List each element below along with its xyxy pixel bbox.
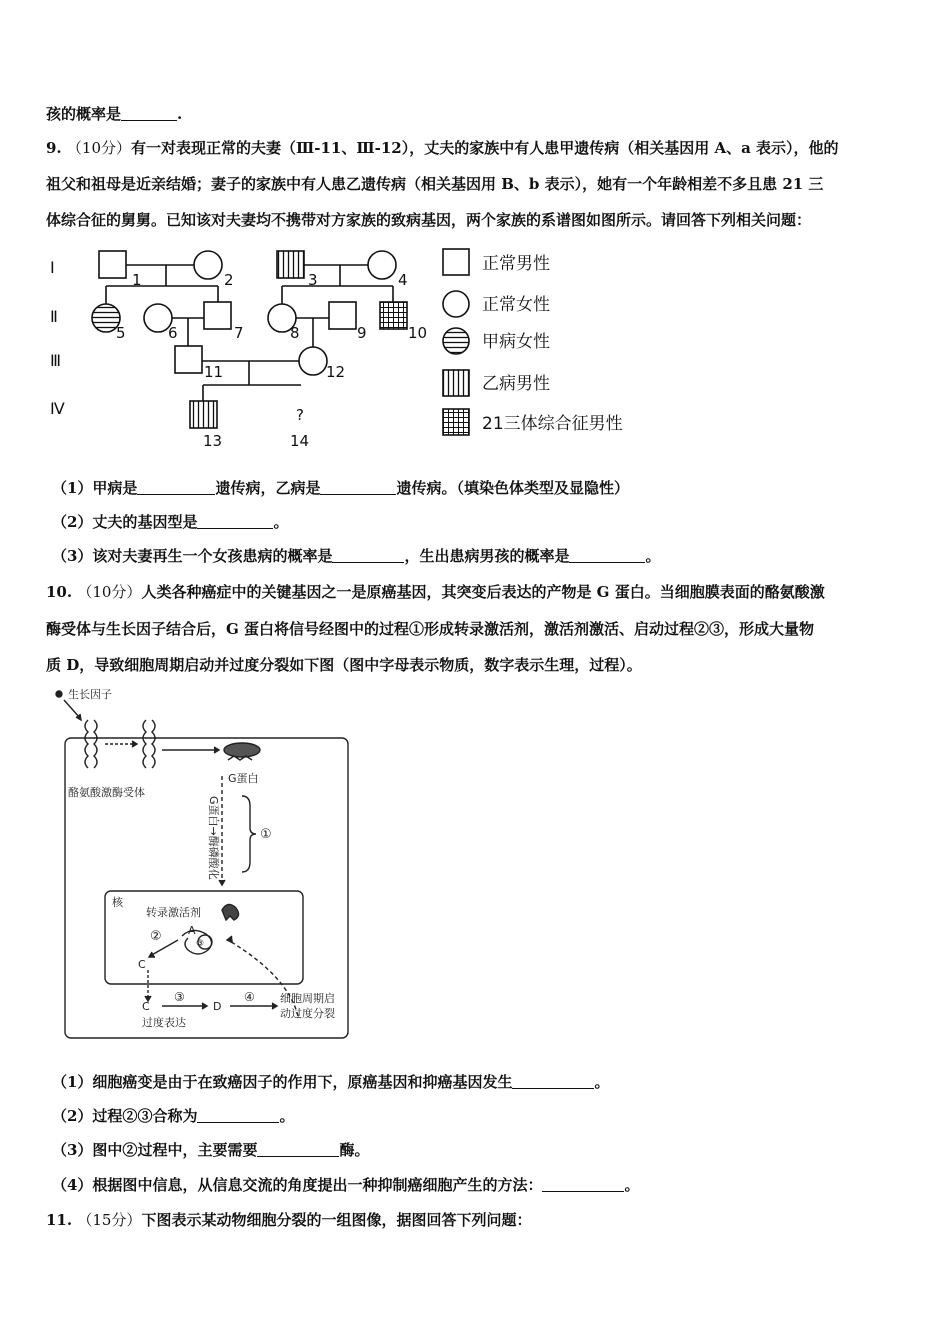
individual-13-male-disease-b (190, 401, 217, 428)
individual-4-female (368, 251, 396, 279)
legend-down-syndrome-male-symbol (443, 409, 469, 435)
q10-sub3: （3）图中②过程中，主要需要 酶。 (52, 1141, 370, 1159)
answer-blank[interactable] (137, 480, 215, 495)
answer-blank[interactable] (320, 480, 396, 495)
growth-factor-label: 生长因子 (68, 688, 112, 701)
legend-disease-a-female: 甲病女性 (482, 332, 550, 352)
individual-11-male (175, 346, 202, 373)
answer-blank[interactable] (121, 106, 177, 121)
q11-stem: 11. （15分）下图表示某动物细胞分裂的一组图像，据图回答下列问题： (46, 1211, 532, 1229)
individual-2-female (194, 251, 222, 279)
q10-stem-line3: 质 D，导致细胞周期启动并过度分裂如下图（图中字母表示物质，数字表示生理，过程）。 (46, 656, 642, 674)
q9-sub2: （2）丈夫的基因型是 。 (52, 513, 289, 531)
svg-text:9: 9 (357, 324, 367, 342)
svg-text:5: 5 (116, 324, 126, 342)
answer-blank[interactable] (512, 1074, 594, 1089)
generation-label: Ⅳ (50, 399, 65, 418)
individual-1-male (99, 251, 126, 278)
q9-stem-line2: 祖父和祖母是近亲结婚；妻子的家族中有人患乙遗传病（相关基因用 B、b 表示），她有一个年龄相差不多且患 21 三 (46, 175, 824, 193)
q9-stem-line1: 9. （10分）有一对表现正常的夫妻（Ⅲ-11、Ⅲ-12），丈夫的家族中有人患甲遗传病（相关基因用 A、a 表示），他的 (46, 139, 839, 157)
letter-a: A (188, 924, 196, 937)
nucleus-label: 核 (112, 896, 123, 909)
q9-stem-line3: 体综合征的舅舅。已知该对夫妻均不携带对方家族的致病基因，两个家族的系谱图如图所示。请回答下列相关问题： (46, 211, 812, 229)
cell-signal-diagram (50, 684, 380, 1054)
legend-normal-female: 正常女性 (482, 295, 550, 315)
legend-normal-female-symbol (443, 291, 469, 317)
legend-disease-b-male-symbol (443, 370, 469, 396)
q10-sub4: （4）根据图中信息，从信息交流的角度提出一种抑制癌细胞产生的方法： 。 (52, 1176, 640, 1194)
answer-blank[interactable] (197, 514, 273, 529)
svg-text:10: 10 (408, 324, 428, 342)
generation-label: Ⅱ (50, 307, 58, 326)
process-4-label: ④ (244, 990, 255, 1004)
generation-label: Ⅲ (50, 351, 62, 370)
receptor-label: 酪氨酸激酶受体 (68, 786, 145, 799)
svg-text:2: 2 (224, 271, 234, 289)
answer-blank[interactable] (569, 548, 645, 563)
svg-text:3: 3 (308, 271, 318, 289)
legend-normal-male: 正常男性 (482, 254, 550, 274)
process-2-label: ② (150, 929, 162, 944)
svg-text:8: 8 (290, 324, 300, 342)
q9-sub1: （1）甲病是 遗传病，乙病是 遗传病。（填染色体类型及显隐性） (52, 479, 629, 497)
legend-down-syndrome-male: 21三体综合征男性 (482, 414, 623, 434)
answer-blank[interactable] (197, 1108, 279, 1123)
svg-text:13: 13 (203, 432, 223, 450)
activator-label: 转录激活剂 (146, 906, 201, 919)
overexpress-label: 过度表达 (142, 1016, 186, 1029)
process-3-label: ③ (174, 990, 185, 1004)
legend-disease-b-male: 乙病男性 (482, 374, 550, 394)
q10-stem-line1: 10. （10分）人类各种癌症中的关键基因之一是原癌基因，其突变后表达的产物是 G 蛋白。当细胞膜表面的酪氨酸激 (46, 583, 825, 601)
legend-disease-a-female-symbol (443, 328, 469, 354)
cycle-label-line1: 细胞周期启 (280, 992, 335, 1005)
g-protein-label: G蛋白 (228, 772, 259, 785)
individual-12-female (299, 347, 327, 375)
q10-sub1: （1）细胞癌变是由于在致癌因子的作用下，原癌基因和抑癌基因发生 。 (52, 1073, 610, 1091)
process-3-mark: ③ (196, 939, 205, 949)
answer-blank[interactable] (542, 1177, 624, 1192)
individual-7-male (204, 302, 231, 329)
individual-9-male (329, 302, 356, 329)
letter-c-cytoplasm: C (142, 1000, 150, 1013)
answer-blank[interactable] (257, 1142, 339, 1157)
svg-text:14: 14 (290, 432, 310, 450)
svg-text:?: ? (296, 406, 304, 424)
letter-d: D (213, 1000, 222, 1013)
q10-stem-line2: 酶受体与生长因子结合后，G 蛋白将信号经图中的过程①形成转录激活剂，激活剂激活、启动过程②③，形成大量物 (46, 620, 815, 638)
process-1-label: ① (260, 827, 272, 842)
cycle-label-line2: 动过度分裂 (280, 1007, 335, 1020)
answer-blank[interactable] (332, 548, 404, 563)
svg-text:7: 7 (234, 324, 244, 342)
q10-sub2: （2）过程②③合称为 。 (52, 1107, 295, 1125)
individual-3-male-disease-b (277, 251, 304, 278)
q8-tail: 孩的概率是 . (46, 105, 183, 123)
q9-sub3: （3）该对夫妻再生一个女孩患病的概率是 ，生出患病男孩的概率是 。 (52, 547, 661, 565)
svg-text:12: 12 (326, 363, 346, 381)
svg-text:11: 11 (204, 363, 224, 381)
svg-text:4: 4 (398, 271, 408, 289)
pedigree-chart (46, 240, 666, 455)
svg-text:6: 6 (168, 324, 178, 342)
svg-text:1: 1 (132, 271, 142, 289)
legend-normal-male-symbol (443, 249, 469, 275)
signal-path-label: G蛋白→酶磷酸化 (207, 796, 220, 880)
letter-c-nucleus: C (138, 958, 146, 971)
generation-label: Ⅰ (50, 258, 55, 277)
individual-10-male-down-syndrome (380, 302, 407, 329)
